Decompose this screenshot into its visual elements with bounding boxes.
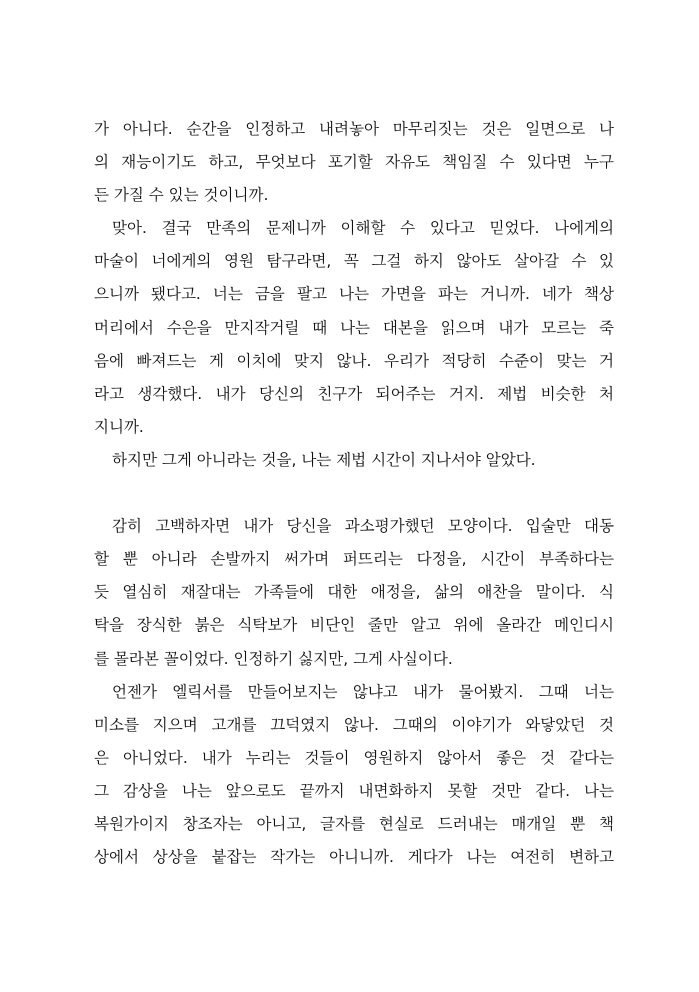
text-line: 지니까. xyxy=(94,417,144,436)
text-line: 복원가이지 창조자는 아니고, 글자를 현실로 드러내는 매개일 뿐 책 xyxy=(94,814,614,833)
text-line: 마술이 너에게의 영원 탐구라면, 꼭 그걸 하지 않아도 살아갈 수 있 xyxy=(94,252,614,271)
text-line: 으니까 됐다고. 너는 금을 팔고 나는 가면을 파는 거니까. 네가 책상 xyxy=(94,285,614,304)
text-line: 를 몰라본 꼴이었다. 인정하기 싫지만, 그게 사실이다. xyxy=(94,649,453,668)
text-line: 가 아니다. 순간을 인정하고 내려놓아 마무리짓는 것은 일면으로 나 xyxy=(94,120,614,138)
text-line: 맞아. 결국 만족의 문제니까 이해할 수 있다고 믿었다. 나에게의 xyxy=(112,219,614,238)
text-line: 미소를 지으며 고개를 끄덕였지 않나. 그때의 이야기가 와닿았던 것 xyxy=(94,715,614,734)
text-line: 음에 빠져드는 게 이치에 맞지 않나. 우리가 적당히 수준이 맞는 거 xyxy=(94,351,614,370)
text-line: 탁을 장식한 붉은 식탁보가 비단인 줄만 알고 위에 올라간 메인디시 xyxy=(94,616,614,635)
body-text xyxy=(94,113,614,874)
text-line: 상에서 상상을 붙잡는 작가는 아니니까. 게다가 나는 여전히 변하고 xyxy=(94,848,614,867)
text-line: 하지만 그게 아니라는 것을, 나는 제법 시간이 지나서야 알았다. xyxy=(112,450,536,469)
text-line: 든 가질 수 있는 것이니까. xyxy=(94,186,269,205)
text-line: 할 뿐 아니라 손발까지 써가며 퍼뜨리는 다정을, 시간이 부족하다는 xyxy=(94,550,614,569)
text-line: 언젠가 엘릭서를 만들어보지는 않냐고 내가 물어봤지. 그때 너는 xyxy=(112,682,614,701)
text-line: 머리에서 수은을 만지작거릴 때 나는 대본을 읽으며 내가 모르는 죽 xyxy=(94,318,614,337)
text-line: 감히 고백하자면 내가 당신을 과소평가했던 모양이다. 입술만 대동 xyxy=(112,517,614,536)
text-line: 라고 생각했다. 내가 당신의 친구가 되어주는 거지. 제법 비슷한 처 xyxy=(94,384,614,403)
blank-line xyxy=(94,477,614,510)
text-line: 의 재능이기도 하고, 무엇보다 포기할 자유도 책임질 수 있다면 누구 xyxy=(94,153,614,172)
text-line: 듯 열심히 재잘대는 가족들에 대한 애정을, 삶의 애찬을 말이다. 식 xyxy=(94,583,614,602)
text-line: 그 감상을 나는 앞으로도 끝까지 내면화하지 못할 것만 같다. 나는 xyxy=(94,781,614,800)
text-line: 은 아니었다. 내가 누리는 것들이 영원하지 않아서 좋은 것 같다는 xyxy=(94,748,614,767)
